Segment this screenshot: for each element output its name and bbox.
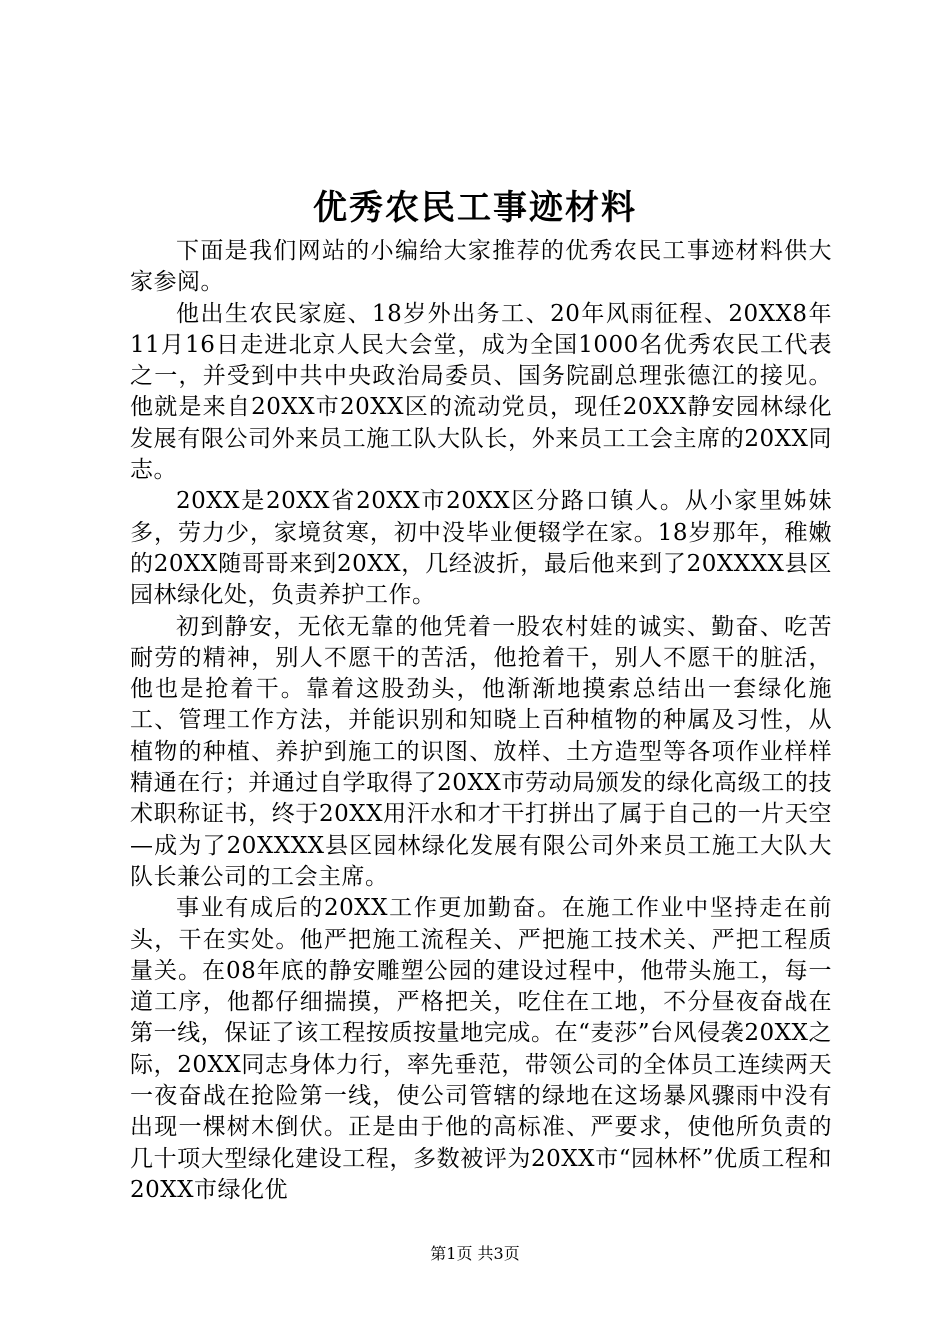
page-footer: 第1页 共3页 <box>430 1244 520 1263</box>
paragraph-background: 他出生农民家庭、18岁外出务工、20年风雨征程、20XX8年11月16日走进北京人民大会堂，成为全国1000名优秀农民工代表之一，并受到中共中央政治局委员、国务院副总理张德江的接见。他就是来自20XX市20XX区的流动党员，现任20XX静安园林绿化发展有限公司外来员工施工队大队长，外来员工工会主席的20XX同志。 <box>130 300 832 484</box>
document-body <box>130 236 832 1206</box>
paragraph-origin: 20XX是20XX省20XX市20XX区分路口镇人。从小家里姊妹多，劳力少，家境贫寒，初中没毕业便辍学在家。18岁那年，稚嫩的20XX随哥哥来到20XX，几经波折，最后他来到了20XXXX县区园林绿化处，负责养护工作。 <box>130 488 832 609</box>
paragraph-early-work: 初到静安，无依无靠的他凭着一股农村娃的诚实、勤奋、吃苦耐劳的精神，别人不愿干的苦活，他抢着干，别人不愿干的脏活，他也是抢着干。靠着这股劲头，他渐渐地摸索总结出一套绿化施工、管理工作方法，并能识别和知晓上百种植物的种属及习性，从植物的种植、养护到施工的识图、放样、土方造型等各项作业样样精通在行；并通过自学取得了20XX市劳动局颁发的绿化高级工的技术职称证书，终于20XX用汗水和才干打拼出了属于自己的一片天空—成为了20XXXX县区园林绿化发展有限公司外来员工施工大队大队长兼公司的工会主席。 <box>130 613 832 890</box>
document-title: 优秀农民工事迹材料 <box>313 188 637 228</box>
paragraph-intro: 下面是我们网站的小编给大家推荐的优秀农民工事迹材料供大家参阅。 <box>130 238 832 296</box>
paragraph-achievements: 事业有成后的20XX工作更加勤奋。在施工作业中坚持走在前头，干在实处。他严把施工流程关、严把施工技术关、严把工程质量关。在08年底的静安雕塑公园的建设过程中，他带头施工，每一道工序，他都仔细揣摸，严格把关，吃住在工地，不分昼夜奋战在第一线，保证了该工程按质按量地完成。在“麦莎”台风侵袭20XX之际，20XX同志身体力行，率先垂范，带领公司的全体员工连续两天一夜奋战在抢险第一线，使公司管辖的绿地在这场暴风骤雨中没有出现一棵树木倒伏。正是由于他的高标准、严要求，使他所负责的几十项大型绿化建设工程，多数被评为20XX市“园林杯”优质工程和20XX市绿化优 <box>130 895 832 1203</box>
